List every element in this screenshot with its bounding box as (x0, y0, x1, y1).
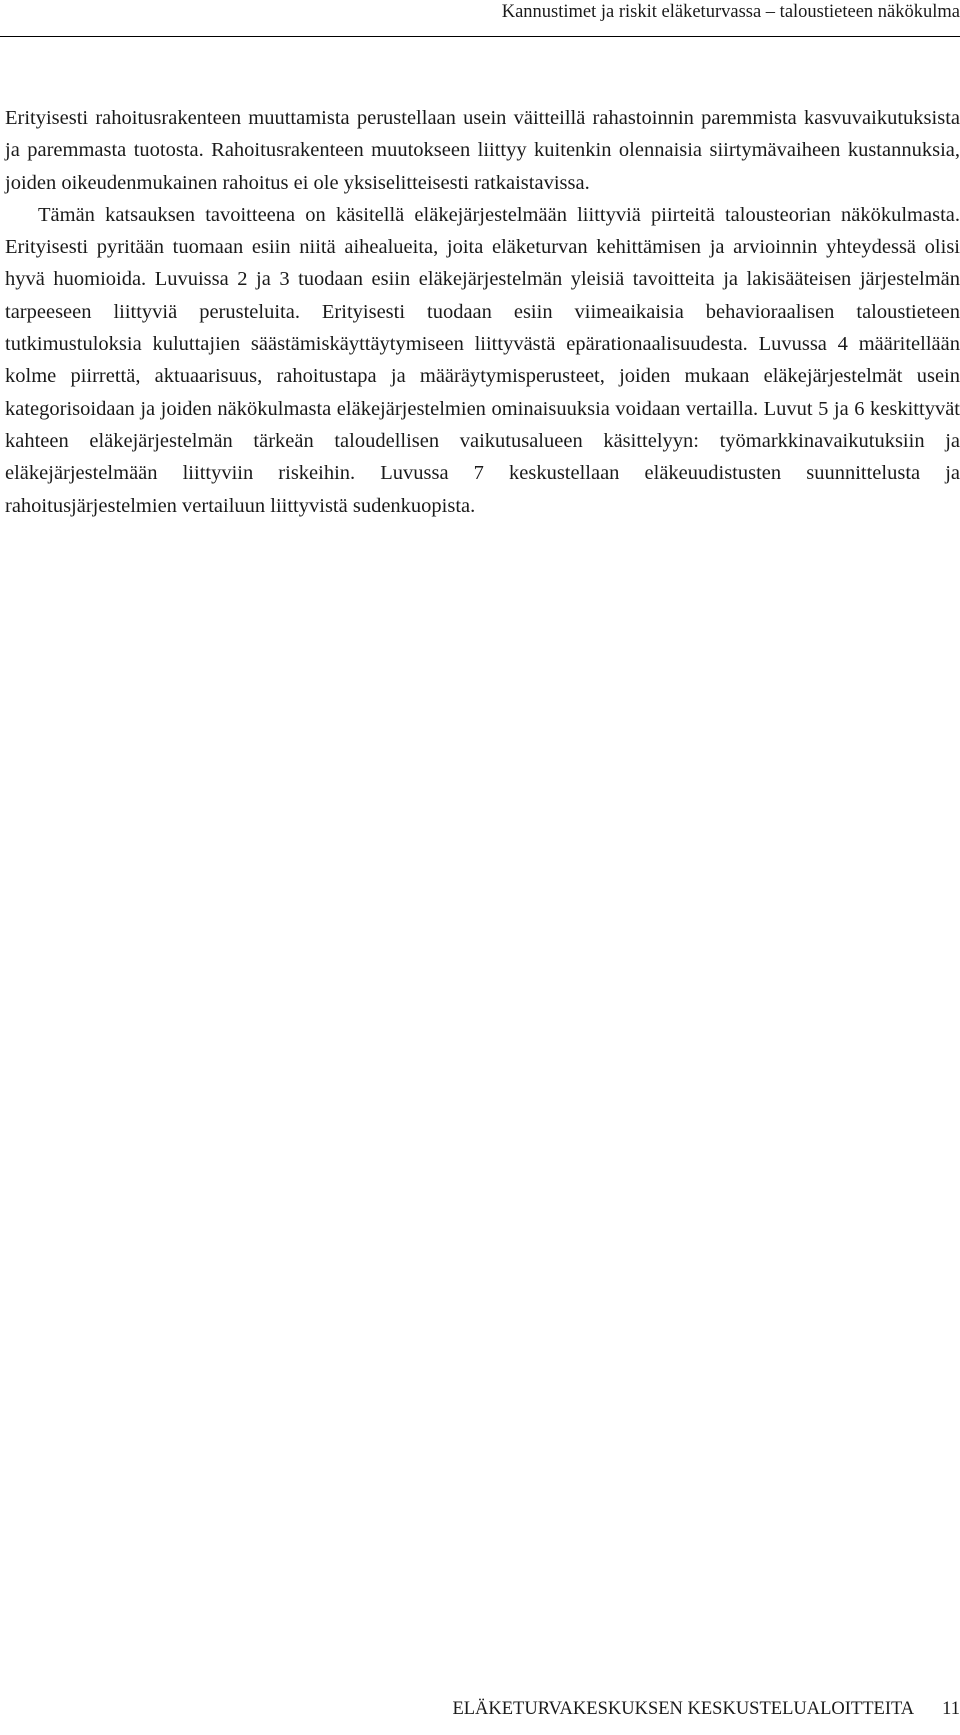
paragraph-1: Erityisesti rahoitusrakenteen muuttamista perustellaan usein väitteillä rahastoinnin paremmista kasvuvaikutuksista ja paremmasta tuotosta. Rahoitusrakenteen muutokseen liittyy kuitenkin olennaisia siirtymävaiheen kustannuksia, joiden oikeudenmukainen rahoitus ei ole yksiselitteisesti ratkaistavissa. (5, 107, 960, 194)
running-footer (0, 1694, 960, 1724)
header-rule (0, 36, 960, 37)
body-text (5, 102, 960, 522)
page-number: 11 (942, 1699, 960, 1719)
running-header (0, 0, 960, 24)
paragraph-2: Tämän katsauksen tavoitteena on käsitellä eläkejärjestelmään liittyviä piirteitä talousteorian näkökulmasta. Erityisesti pyritään tuomaan esiin niitä aihealueita, joita eläketurvan kehittämisen ja arvioinnin yhteydessä olisi hyvä huomioida. Luvuissa 2 ja 3 tuodaan esiin eläkejärjestelmän yleisiä tavoitteita ja lakisääteisen järjestelmän tarpeeseen liittyviä perusteluita. Erityisesti tuodaan esiin viimeaikaisia behavioraalisen taloustieteen tutkimustuloksia kuluttajien säästämiskäyttäytymiseen liittyvästä epärationaalisuudesta. Luvussa 4 määritellään kolme piirrettä, aktuaarisuus, rahoitustapa ja määräytymisperusteet, joiden mukaan eläkejärjestelmät usein kategorisoidaan ja joiden näkökulmasta eläkejärjestelmien ominaisuuksia voidaan vertailla. Luvut 5 ja 6 keskittyvät kahteen eläkejärjestelmän tärkeän taloudellisen vaikutusalueen käsittelyyn: työmarkkinavaikutuksiin ja eläkejärjestelmään liittyviin riskeihin. Luvussa 7 keskustellaan eläkeuudistusten suunnittelusta ja rahoitusjärjestelmien vertailuun liittyvistä sudenkuopista. (5, 203, 960, 517)
series-name: ELÄKETURVAKESKUKSEN KESKUSTELUALOITTEITA (452, 1699, 915, 1719)
running-title: Kannustimet ja riskit eläketurvassa – taloustieteen näkökulma (501, 2, 960, 22)
